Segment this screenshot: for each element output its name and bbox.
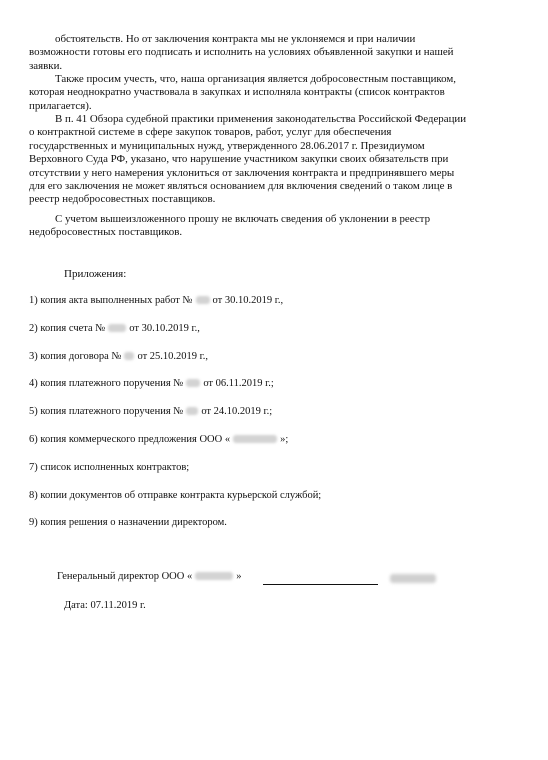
signatory-title: Генеральный директор ООО « » <box>57 571 242 582</box>
attachment-text: от 06.11.2019 г.; <box>203 378 274 389</box>
attachment-item <box>29 405 272 419</box>
attachment-text: 9) копия решения о назначении директором. <box>29 517 227 528</box>
attachment-text: 4) копия платежного поручения № <box>29 378 184 389</box>
attachment-item <box>29 322 200 336</box>
attachment-text: от 30.10.2019 г., <box>129 323 200 334</box>
attachment-text: от 24.10.2019 г.; <box>201 406 273 417</box>
attachment-text: от 25.10.2019 г., <box>137 351 209 362</box>
attachment-item <box>29 461 189 475</box>
text-line: обстоятельств. Но от заключения контракта мы не уклоняемся и при наличии <box>55 33 416 45</box>
attachment-item <box>29 294 283 308</box>
paragraph-circumstances <box>29 33 517 73</box>
redacted-company-name <box>233 435 277 443</box>
text-line: которая неоднократно участвовала в закупках и исполняла контракты (список контрактов <box>29 86 445 99</box>
attachment-text: »; <box>280 434 289 445</box>
text-line: прилагается). <box>29 99 92 112</box>
attachment-text: 7) список исполненных контрактов; <box>29 462 190 473</box>
attachment-item <box>29 350 208 364</box>
text-line: заявки. <box>29 59 63 72</box>
attachment-text: 3) копия договора № <box>29 351 122 362</box>
text-line: для его заключения не может являться основанием для включения сведений о таком лице в <box>29 180 453 193</box>
attachments-heading: Приложения: <box>64 268 127 280</box>
text-line: реестр недобросовестных поставщиков. <box>29 193 216 206</box>
text-line: отсутствии у него намерения уклониться от заключения контракта и предпринявшего меры <box>29 166 455 179</box>
text-line: недобросовестных поставщиков. <box>29 226 183 239</box>
attachment-item <box>29 516 227 530</box>
redacted-number <box>124 352 134 360</box>
text-line: Также просим учесть, что, наша организация является добросовестным поставщиком, <box>55 73 457 85</box>
redacted-number <box>186 407 198 415</box>
redacted-number <box>196 296 210 304</box>
paragraph-court-review <box>29 113 517 207</box>
signature-row <box>57 571 477 587</box>
attachment-text: 5) копия платежного поручения № <box>29 406 184 417</box>
signature-line <box>263 584 378 585</box>
attachment-item <box>29 377 274 391</box>
attachment-text: 1) копия акта выполненных работ № <box>29 295 193 306</box>
document-date: Дата: 07.11.2019 г. <box>64 600 146 611</box>
attachment-text: от 30.10.2019 г., <box>212 295 284 306</box>
redacted-signatory-name <box>390 574 436 583</box>
text-line: возможности готовы его подписать и исполнить на условиях объявленной закупки и нашей <box>29 46 454 59</box>
attachment-text: 2) копия счета № <box>29 323 106 334</box>
attachment-item <box>29 433 288 447</box>
text-line: о контрактной системе в сфере закупок товаров, работ, услуг для обеспечения <box>29 126 392 139</box>
attachment-text: 8) копии документов об отправке контракта курьерской службой; <box>29 490 322 501</box>
redacted-number <box>108 324 126 332</box>
text-line: государственных и муниципальных нужд, утвержденного 28.06.2017 г. Президиумом <box>29 139 425 152</box>
redacted-company-name <box>195 572 233 580</box>
text-line: В п. 41 Обзора судебной практики применения законодательства Российской Федерации <box>55 113 467 125</box>
attachment-item <box>29 489 321 503</box>
redacted-number <box>186 379 200 387</box>
text-line: С учетом вышеизложенного прошу не включать сведения об уклонении в реестр <box>55 213 431 225</box>
paragraph-good-faith <box>29 73 517 113</box>
text-line: Верховного Суда РФ, указано, что нарушение участником закупки своих обязательств при <box>29 153 449 166</box>
paragraph-request <box>29 213 517 240</box>
attachment-text: 6) копия коммерческого предложения ООО « <box>29 434 231 445</box>
